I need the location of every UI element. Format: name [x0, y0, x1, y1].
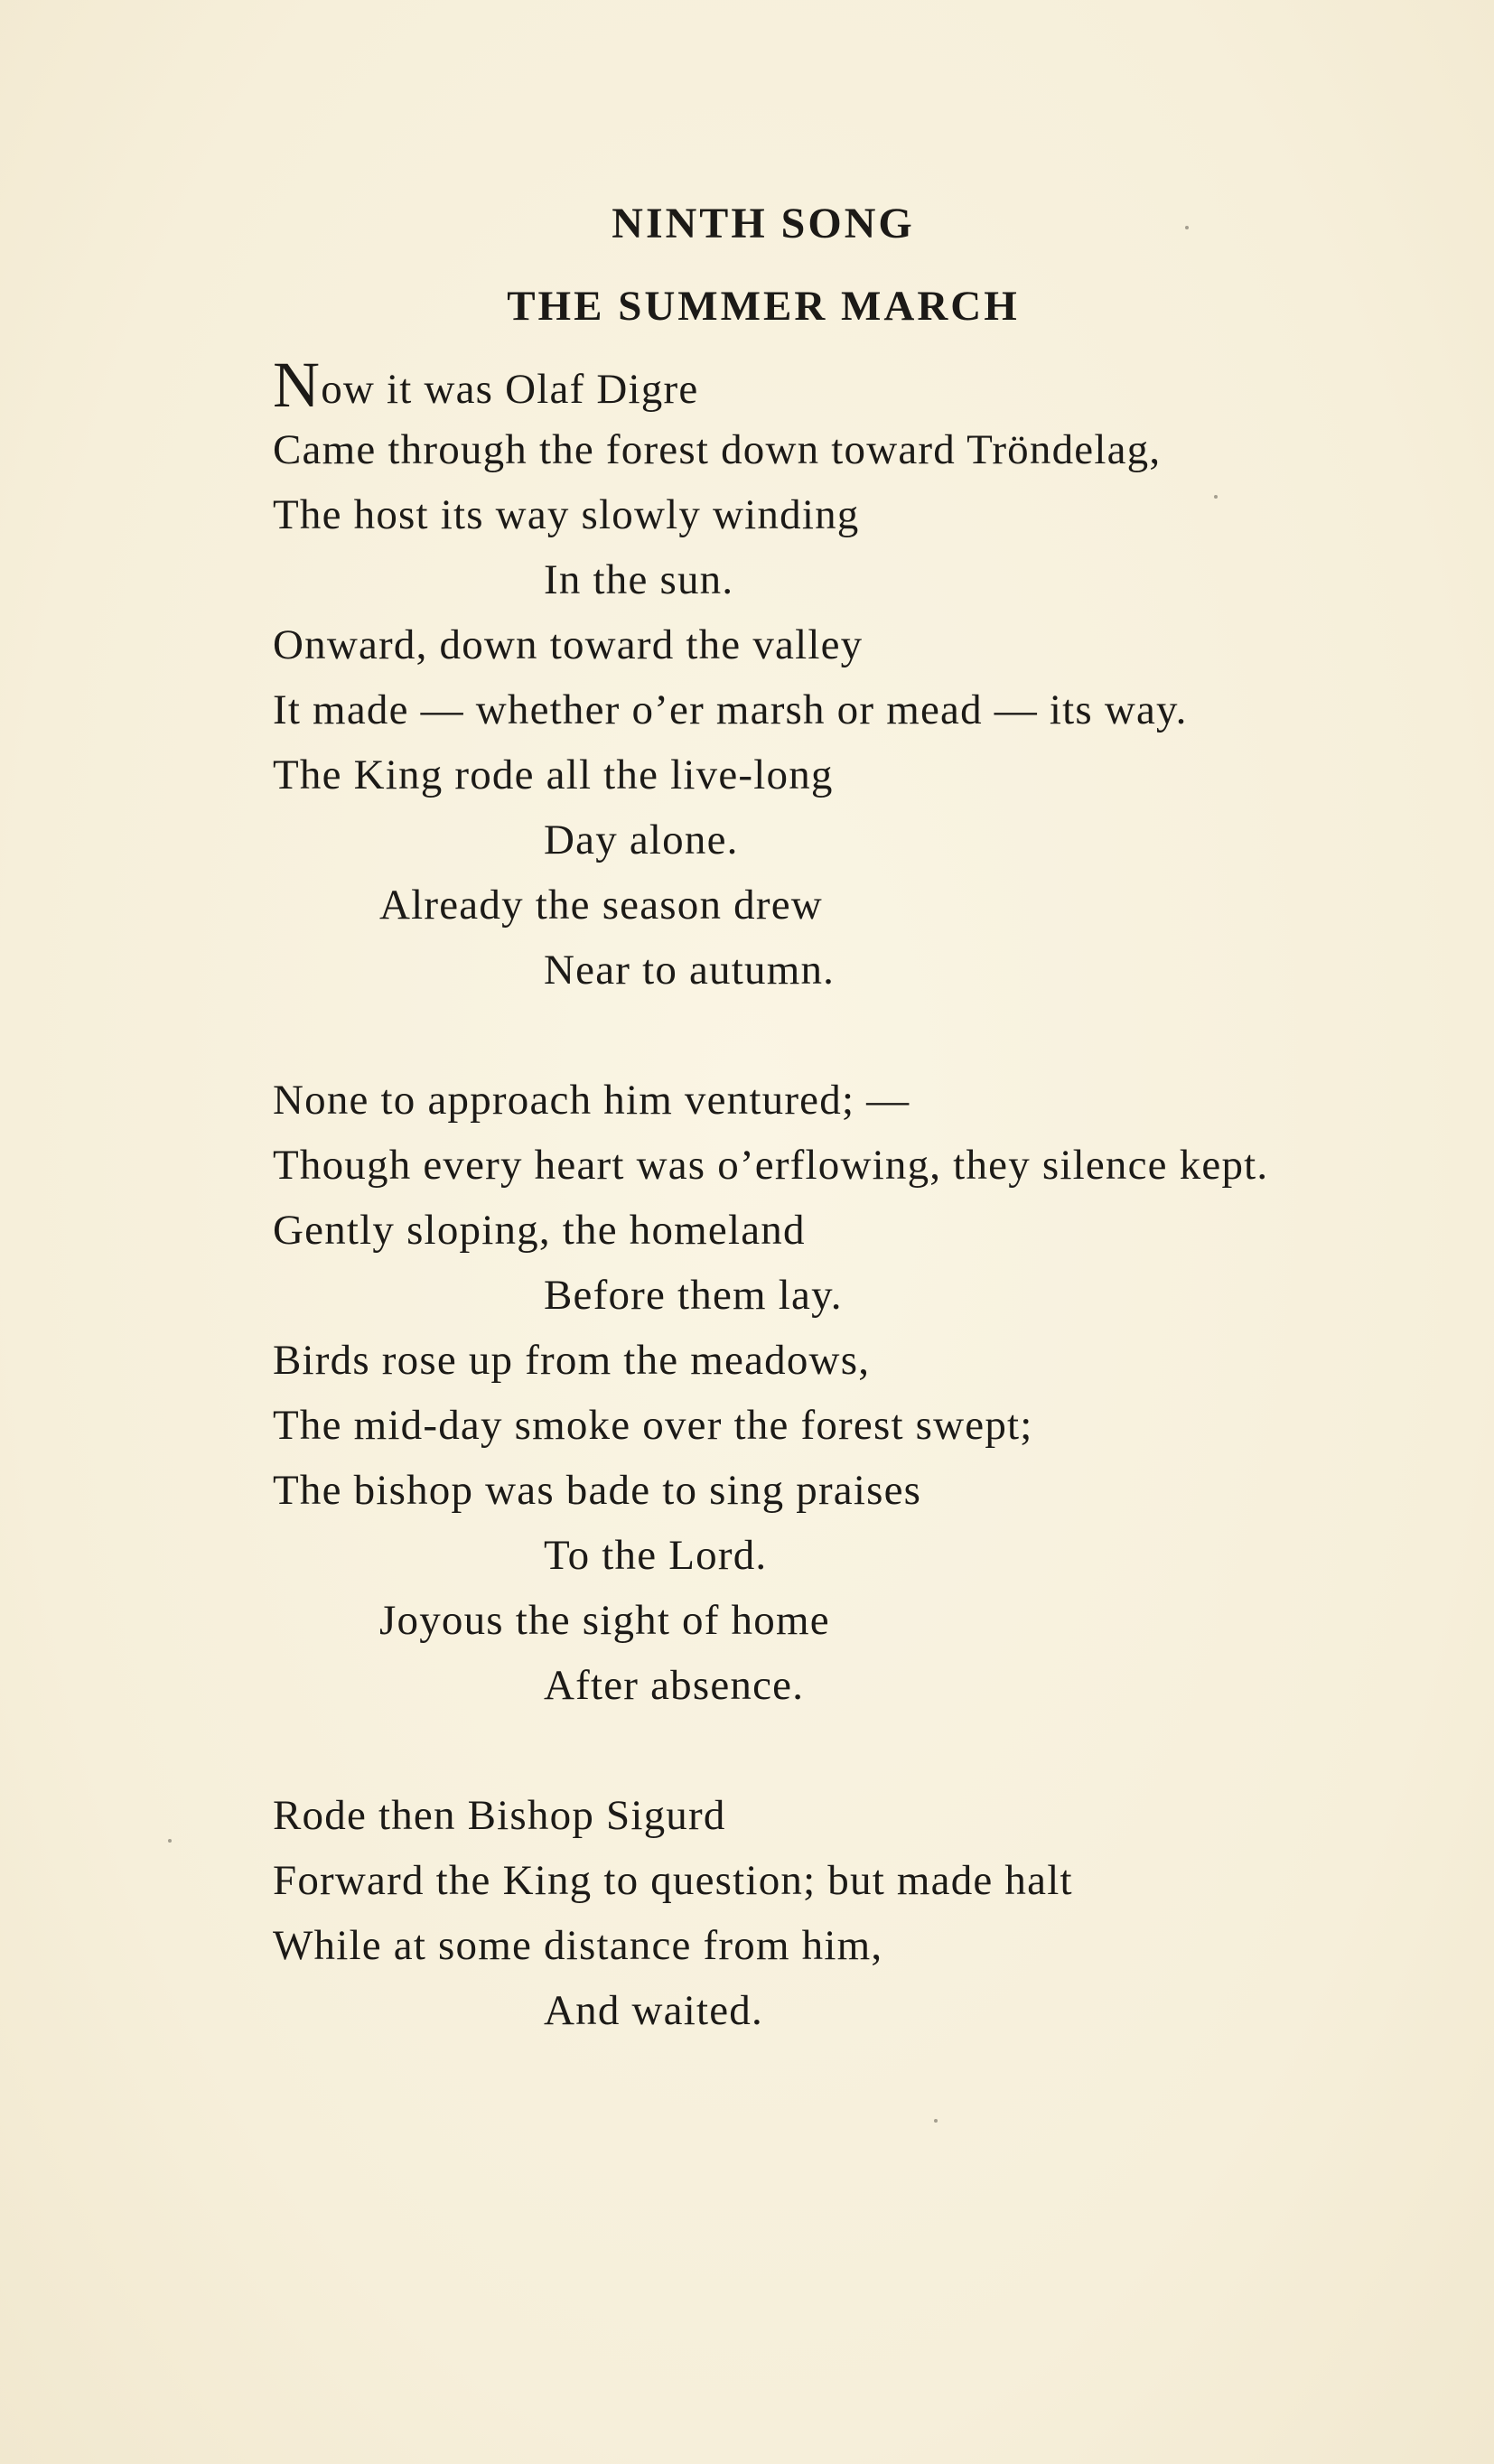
poem-body	[273, 349, 1465, 2108]
drop-cap-letter: N	[273, 349, 322, 421]
line-text: In the sun.	[544, 556, 734, 603]
line-text: Came through the forest down toward Tröndelag,	[273, 426, 1162, 473]
poem-line	[273, 677, 1465, 742]
poem-line	[273, 1393, 1465, 1458]
line-text: The King rode all the live-long	[273, 751, 834, 798]
poem-line	[273, 1588, 1465, 1653]
poem-line	[273, 482, 1465, 547]
line-text: Day alone.	[544, 817, 739, 863]
poem-line	[273, 1328, 1465, 1393]
poem-line	[273, 1978, 1465, 2043]
poem-line	[273, 807, 1465, 873]
poem-line	[273, 1783, 1465, 1848]
line-text: It made — whether o’er marsh or mead — its way.	[273, 686, 1188, 733]
poem-line	[273, 1653, 1465, 1718]
chapter-heading: NINTH SONG	[612, 200, 915, 247]
line-text: Birds rose up from the meadows,	[273, 1337, 871, 1384]
poem-line	[273, 1263, 1465, 1328]
poem-line	[273, 1913, 1465, 1978]
print-speck	[1185, 226, 1189, 229]
poem-line	[273, 938, 1465, 1003]
line-text: Forward the King to question; but made halt	[273, 1857, 1073, 1904]
line-text: Before them lay.	[544, 1272, 843, 1319]
poem-line	[273, 1458, 1465, 1523]
poem-line	[273, 742, 1465, 807]
poem-line	[273, 1068, 1465, 1133]
stanza	[273, 349, 1465, 1003]
line-text: Onward, down toward the valley	[273, 621, 864, 668]
stanza	[273, 1068, 1465, 1718]
line-text: To the Lord.	[544, 1532, 768, 1579]
line-text: And waited.	[544, 1987, 763, 2034]
line-text: The host its way slowly winding	[273, 491, 860, 538]
print-speck	[1214, 495, 1218, 499]
line-text: None to approach him ventured; —	[273, 1077, 910, 1124]
poem-line	[273, 349, 1465, 421]
poem-line	[273, 1523, 1465, 1588]
line-text: Joyous the sight of home	[379, 1597, 830, 1644]
poem-line	[273, 873, 1465, 938]
line-text: Near to autumn.	[544, 947, 836, 994]
print-speck	[168, 1839, 172, 1843]
line-text: Already the season drew	[379, 882, 823, 929]
poem-line	[273, 417, 1465, 482]
line-text: ow it was Olaf Digre	[321, 366, 699, 413]
line-text: While at some distance from him,	[273, 1922, 883, 1969]
line-text: Gently sloping, the homeland	[273, 1207, 806, 1254]
stanza	[273, 1783, 1465, 2043]
poem-line	[273, 1198, 1465, 1263]
line-text: Rode then Bishop Sigurd	[273, 1792, 726, 1839]
line-text: The bishop was bade to sing praises	[273, 1467, 922, 1514]
song-title: THE SUMMER MARCH	[507, 283, 1020, 330]
poem-line	[273, 612, 1465, 677]
poem-line	[273, 1133, 1465, 1198]
print-speck	[934, 2119, 938, 2123]
line-text: After absence.	[544, 1662, 805, 1709]
line-text: Though every heart was o’erflowing, they silence kept.	[273, 1142, 1269, 1189]
poem-line	[273, 1848, 1465, 1913]
poem-line	[273, 547, 1465, 612]
line-text: The mid-day smoke over the forest swept;	[273, 1402, 1033, 1449]
